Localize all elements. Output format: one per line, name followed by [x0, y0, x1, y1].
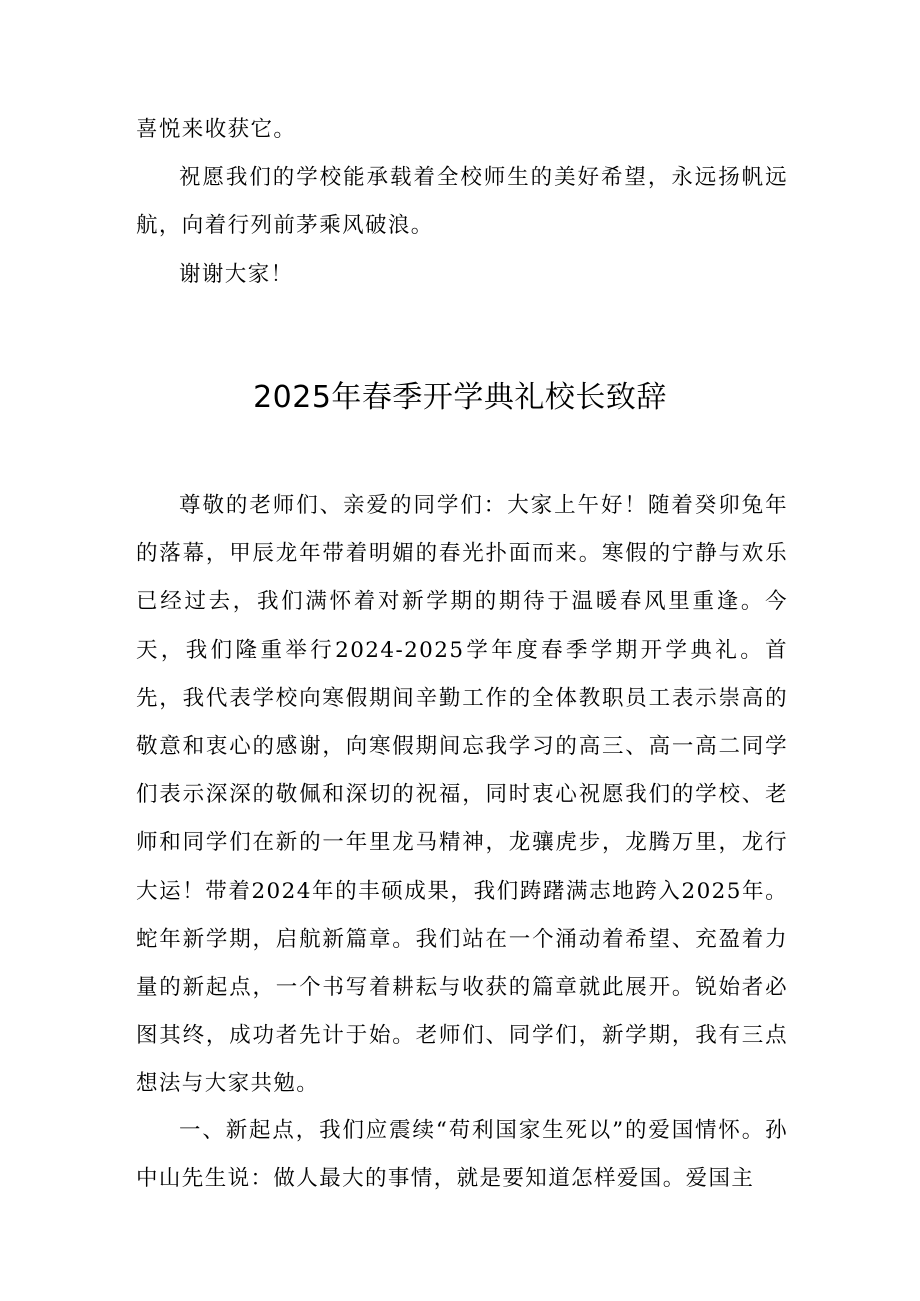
- paragraph-thanks: 谢谢大家！: [179, 262, 294, 287]
- paragraph-point-one: 一、新起点，我们应震续“苟利国家生死以”的爱国情怀。孙中山先生说：做人最大的事情，就是要知道怎样爱国。爱国主: [136, 1118, 788, 1192]
- page-title: 2025年春季开学典礼校长致辞: [253, 380, 667, 415]
- paragraph-opening-speech: 尊敬的老师们、亲爱的同学们：大家上午好！随着癸卯兔年的落幕，甲辰龙年带着明媚的春光扑面而来。寒假的宁静与欢乐已经过去，我们满怀着对新学期的期待于温暖春风里重逢。今天，我们隆重举行2024-2025学年度春季学期开学典礼。首先，我代表学校向寒假期间辛勤工作的全体教职员工表示崇高的敬意和衷心的感谢，向寒假期间忘我学习的高三、高一高二同学们表示深深的敬佩和深切的祝福，同时衷心祝愿我们的学校、老师和同学们在新的一年里龙马精神，龙骧虎步，龙腾万里，龙行大运！带着2024年的丰硕成果，我们踌躇满志地跨入2025年。蛇年新学期，启航新篇章。我们站在一个涌动着希望、充盈着力量的新起点，一个书写着耕耘与收获的篇章就此展开。锐始者必图其终，成功者先计于始。老师们、同学们，新学期，我有三点想法与大家共勉。: [136, 493, 788, 1097]
- paragraph-continued: 喜悦来收获它。: [136, 117, 297, 142]
- paragraph-wish: 祝愿我们的学校能承载着全校师生的美好希望，永远扬帆远航，向着行列前茅乘风破浪。: [136, 165, 788, 239]
